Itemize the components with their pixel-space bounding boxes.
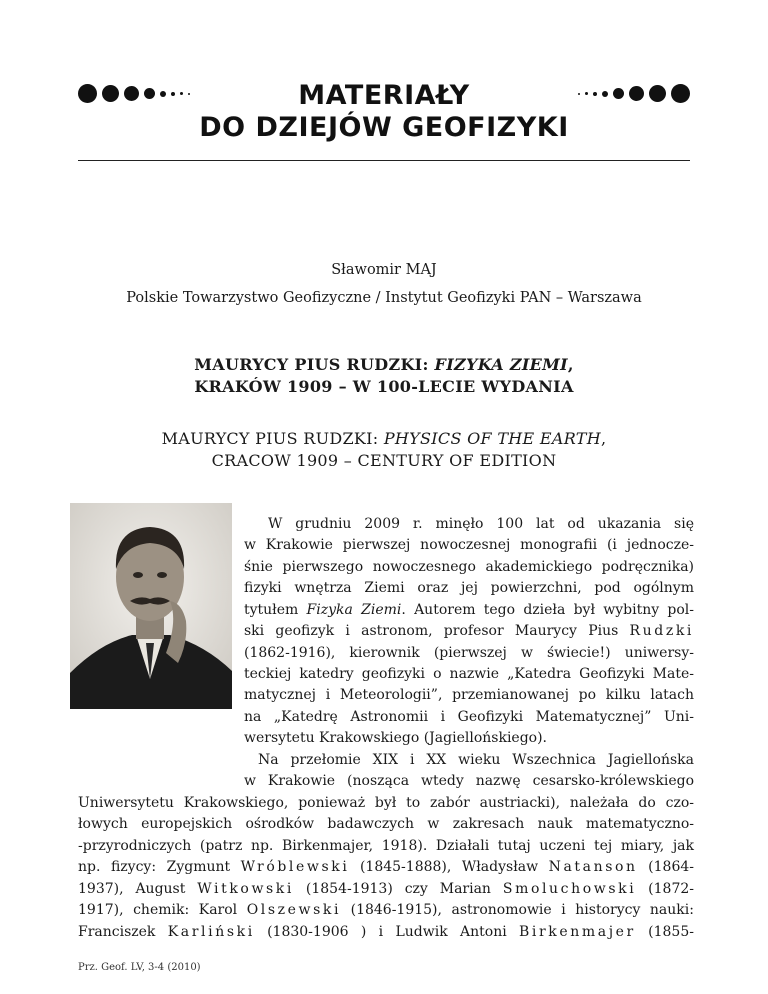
body-line: np. fizycy: Zygmunt Wróblewski (1845-1888), Władysław Natanson (1864- xyxy=(78,859,694,875)
body-line: śnie pierwszego nowoczesnego akademickiego podręcznika) xyxy=(244,559,694,575)
header-rule xyxy=(78,160,690,161)
body-line: łowych europejskich ośrodków badawczych w zakresach nauk matematyczno- xyxy=(78,816,694,832)
body-line: matycznej i Meteorologii”, przemianowanej po kilku latach xyxy=(244,687,694,703)
body-line: Uniwersytetu Krakowskiego, ponieważ był to zabór austriacki), należała do czo- xyxy=(78,795,694,811)
body-line: w Krakowie pierwszej nowoczesnej monografii (i jednocze- xyxy=(244,537,694,553)
article-title-english: MAURYCY PIUS RUDZKI: PHYSICS OF THE EARTH, CRACOW 1909 – CENTURY OF EDITION xyxy=(161,429,607,470)
body-line: na „Katedrę Astronomii i Geofizyki Matematycznej” Uni- xyxy=(244,709,694,725)
author-affiliation: Polskie Towarzystwo Geofizyczne / Instytut Geofizyki PAN – Warszawa xyxy=(126,290,642,306)
body-line: 1917), chemik: Karol Olszewski (1846-1915), astronomowie i historycy nauki: xyxy=(78,902,694,918)
body-line: 1937), August Witkowski (1854-1913) czy Marian Smoluchowski (1872- xyxy=(78,881,695,897)
body-line: -przyrodniczych (patrz np. Birkenmajer, 1918). Działali tutaj uczeni tej miary, jak xyxy=(78,838,694,854)
body-line: ski geofizyk i astronom, profesor Maurycy Pius Rudzki xyxy=(244,623,694,639)
portrait-photo xyxy=(70,503,232,709)
body-line: w Krakowie (nosząca wtedy nazwę cesarsko-królewskiego xyxy=(244,773,694,789)
body-line: Franciszek Karliński (1830-1906 ) i Ludwik Antoni Birkenmajer (1855- xyxy=(78,924,694,940)
body-line: fizyki wnętrza Ziemi oraz jej powierzchni, pod ogólnym xyxy=(244,580,694,596)
journal-footer: Prz. Geof. LV, 3-4 (2010) xyxy=(78,962,201,973)
body-line: tytułem Fizyka Ziemi. Autorem tego dzieła był wybitny pol- xyxy=(244,602,694,618)
body-line: W grudniu 2009 r. minęło 100 lat od ukazania się xyxy=(268,516,694,532)
body-line: teckiej katedry geofizyki o nazwie „Katedra Geofizyki Mate- xyxy=(244,666,694,682)
author-name: Sławomir MAJ xyxy=(331,262,437,278)
article-title-polish: MAURYCY PIUS RUDZKI: FIZYKA ZIEMI, KRAKÓW 1909 – W 100-LECIE WYDANIA xyxy=(194,355,574,396)
body-line: wersytetu Krakowskiego (Jagiellońskiego). xyxy=(244,730,548,746)
body-line: Na przełomie XIX i XX wieku Wszechnica Jagiellońska xyxy=(258,752,694,768)
section-title-line2: DO DZIEJÓW GEOFIZYKI xyxy=(199,112,569,143)
section-title-line1: MATERIAŁY xyxy=(298,80,470,111)
section-banner xyxy=(0,78,768,150)
body-line: (1862-1916), kierownik (pierwszej w świecie!) uniwersy- xyxy=(244,645,694,661)
